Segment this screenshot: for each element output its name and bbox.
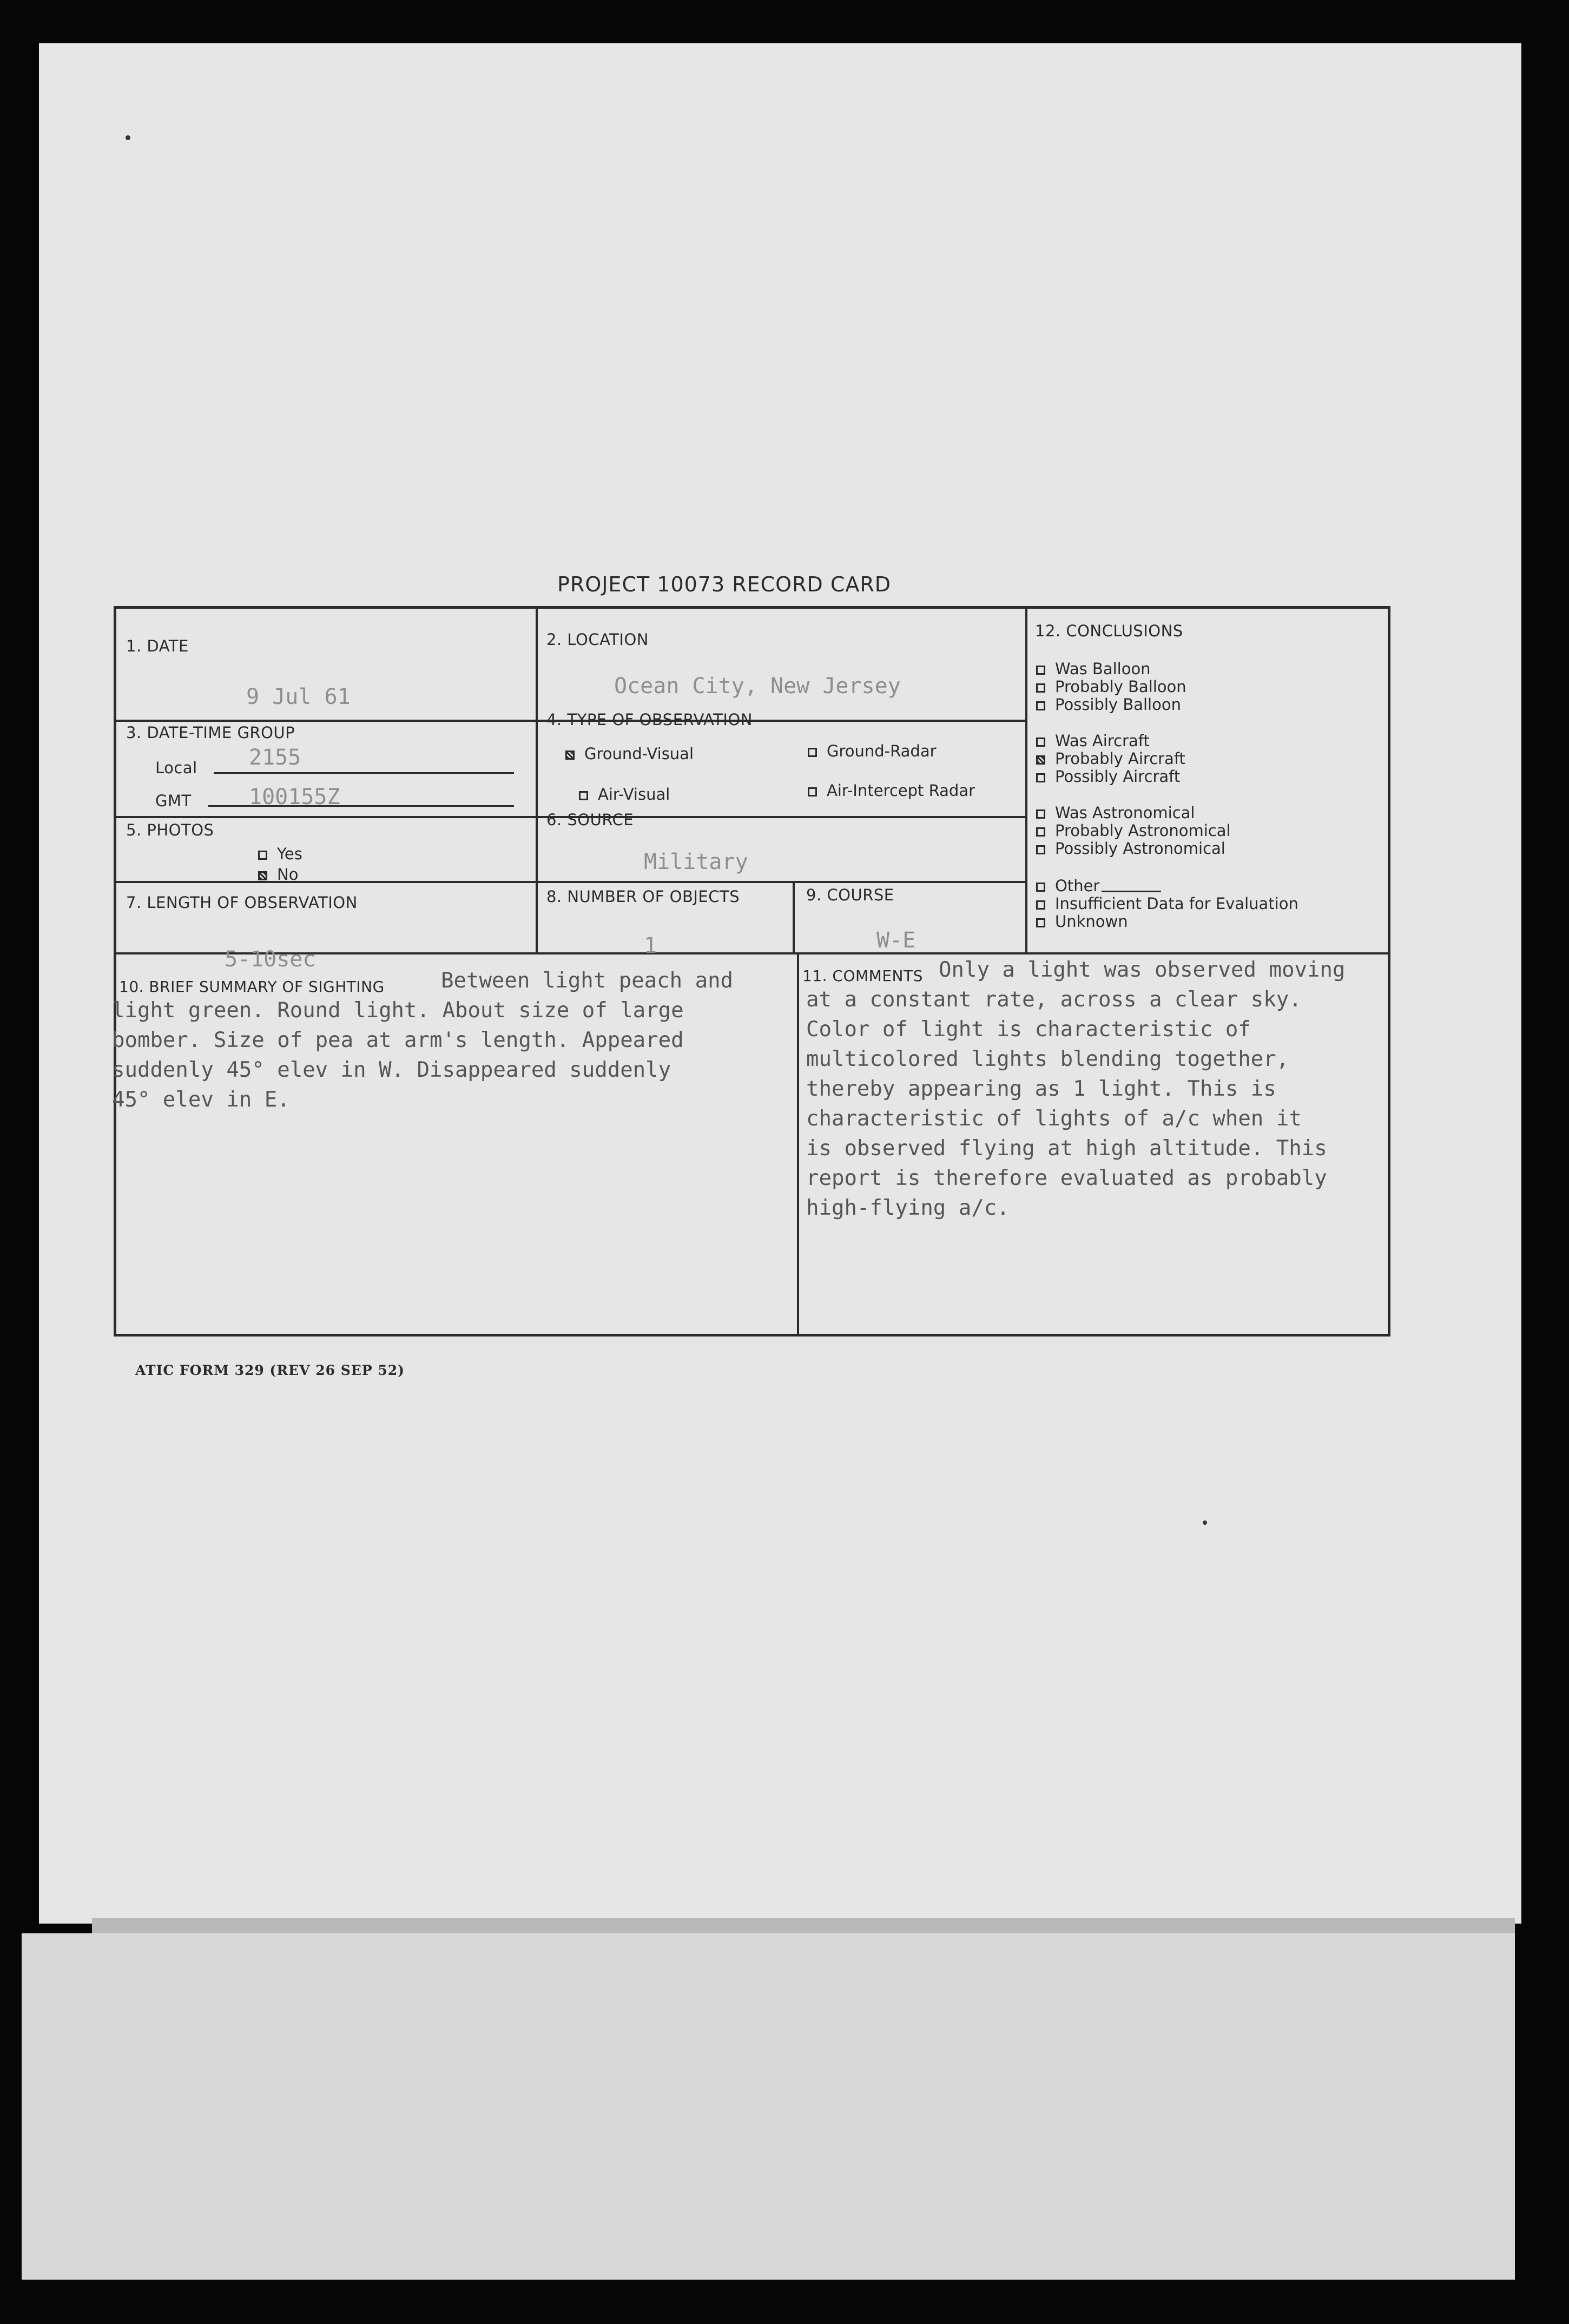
option-label: Possibly Balloon [1055, 695, 1181, 714]
option-label: Air-Intercept Radar [827, 781, 975, 800]
option-label: Probably Aircraft [1055, 749, 1185, 768]
checkbox-empty [1036, 900, 1045, 910]
option-label: Was Balloon [1055, 660, 1151, 678]
option-label: Probably Astronomical [1055, 821, 1231, 840]
conclusion-was-aircraft [1036, 732, 1150, 750]
obs-option-air-visual [579, 786, 670, 804]
conclusion-other [1036, 877, 1161, 895]
conclusion-possibly-aircraft [1036, 768, 1180, 786]
option-label: Was Astronomical [1055, 804, 1195, 822]
date-label: 1. DATE [126, 637, 189, 655]
comment-line: report is therefore evaluated as probably [806, 1166, 1327, 1190]
checkbox-empty [1036, 738, 1045, 747]
option-label: Possibly Aircraft [1055, 767, 1181, 786]
local-time-value: 2155 [249, 745, 301, 770]
local-underline [214, 772, 514, 774]
type-of-observation-label: 4. TYPE OF OBSERVATION [546, 710, 753, 729]
option-label: Probably Balloon [1055, 677, 1186, 696]
conclusion-probably-balloon [1036, 678, 1186, 696]
option-label: Was Aircraft [1055, 732, 1150, 750]
summary-line: light green. Round light. About size of large [112, 998, 684, 1023]
checkbox-empty [808, 748, 817, 757]
comment-line: Only a light was observed moving [939, 958, 1346, 982]
conclusion-possibly-astronomical [1036, 840, 1225, 858]
checkbox-checked [1036, 755, 1045, 765]
gmt-label: GMT [155, 792, 192, 810]
checkbox-empty [1036, 827, 1045, 837]
checkbox-empty [1036, 773, 1045, 782]
gmt-value: 100155Z [249, 785, 340, 809]
option-label: Air-Visual [598, 785, 670, 804]
checkbox-empty [1036, 845, 1045, 854]
rule [116, 881, 1025, 883]
local-time-label: Local [155, 759, 197, 777]
photos-label: 5. PHOTOS [126, 821, 214, 839]
conclusion-possibly-balloon [1036, 696, 1181, 714]
comment-line: multicolored lights blending together, [806, 1047, 1289, 1071]
comment-line: high-flying a/c. [806, 1196, 1010, 1220]
dust-speck [126, 135, 130, 140]
dust-speck [1203, 1520, 1207, 1525]
rule [797, 952, 799, 1337]
checkbox-checked [258, 871, 267, 880]
option-label: No [277, 865, 299, 884]
date-time-group-label: 3. DATE-TIME GROUP [126, 723, 295, 742]
rule [793, 881, 795, 952]
obs-option-ground-visual [565, 745, 694, 763]
checkbox-empty [1036, 666, 1045, 675]
checkbox-empty [1036, 883, 1045, 892]
summary-line: 45° elev in E. [112, 1088, 290, 1112]
option-label: Insufficient Data for Evaluation [1055, 894, 1298, 913]
comment-line: is observed flying at high altitude. This [806, 1136, 1327, 1161]
checkbox-empty [808, 787, 817, 796]
comment-line: thereby appearing as 1 light. This is [806, 1077, 1276, 1101]
option-label: Yes [277, 845, 302, 863]
underlying-sheet [22, 1933, 1515, 2280]
option-label: Unknown [1055, 912, 1128, 931]
brief-summary-label: 10. BRIEF SUMMARY OF SIGHTING [119, 978, 385, 996]
source-value: Military [644, 850, 748, 874]
comment-line: characteristic of lights of a/c when it [806, 1107, 1302, 1131]
number-of-objects-value: 1 [644, 933, 657, 958]
checkbox-checked [565, 750, 575, 760]
course-value: W-E [876, 928, 916, 953]
conclusion-probably-astronomical [1036, 822, 1231, 840]
checkbox-empty [579, 791, 588, 800]
conclusions-label: 12. CONCLUSIONS [1035, 622, 1183, 640]
source-label: 6. SOURCE [546, 811, 634, 829]
location-label: 2. LOCATION [546, 630, 649, 649]
number-of-objects-label: 8. NUMBER OF OBJECTS [546, 887, 740, 906]
checkbox-empty [1036, 701, 1045, 710]
checkbox-empty [258, 851, 267, 860]
checkbox-empty [1036, 918, 1045, 927]
location-value: Ocean City, New Jersey [614, 674, 901, 699]
summary-line: suddenly 45° elev in W. Disappeared suddenly [112, 1058, 671, 1082]
comments-label: 11. COMMENTS [802, 967, 923, 985]
conclusion-unknown [1036, 913, 1128, 931]
comment-line: Color of light is characteristic of [806, 1017, 1251, 1042]
date-value: 9 Jul 61 [246, 684, 351, 709]
card-title: PROJECT 10073 RECORD CARD [557, 572, 892, 596]
length-of-observation-value: 5-10sec [225, 947, 316, 972]
rule [536, 609, 538, 952]
option-label: Ground-Radar [827, 742, 937, 760]
rule [1025, 609, 1027, 952]
other-underline [1102, 891, 1161, 892]
option-label: Other [1055, 877, 1100, 895]
course-label: 9. COURSE [806, 886, 894, 904]
obs-option-air-intercept-radar [808, 782, 975, 800]
length-of-observation-label: 7. LENGTH OF OBSERVATION [126, 893, 358, 912]
option-label: Possibly Astronomical [1055, 839, 1225, 858]
conclusion-insufficient-data [1036, 895, 1298, 913]
conclusion-was-astronomical [1036, 804, 1195, 822]
photos-option-no [258, 866, 298, 884]
photos-option-yes [258, 845, 302, 863]
record-card [114, 606, 1390, 1337]
form-number-footer: ATIC FORM 329 (REV 26 SEP 52) [135, 1362, 405, 1378]
checkbox-empty [1036, 683, 1045, 693]
page-edge-shadow [92, 1918, 1515, 1933]
obs-option-ground-radar [808, 742, 937, 760]
checkbox-empty [1036, 809, 1045, 819]
conclusion-probably-aircraft [1036, 750, 1185, 768]
summary-line: Between light peach and [441, 969, 734, 993]
summary-line: bomber. Size of pea at arm's length. Appeared [112, 1028, 684, 1052]
conclusion-was-balloon [1036, 660, 1151, 678]
option-label: Ground-Visual [584, 745, 694, 763]
comment-line: at a constant rate, across a clear sky. [806, 987, 1302, 1012]
